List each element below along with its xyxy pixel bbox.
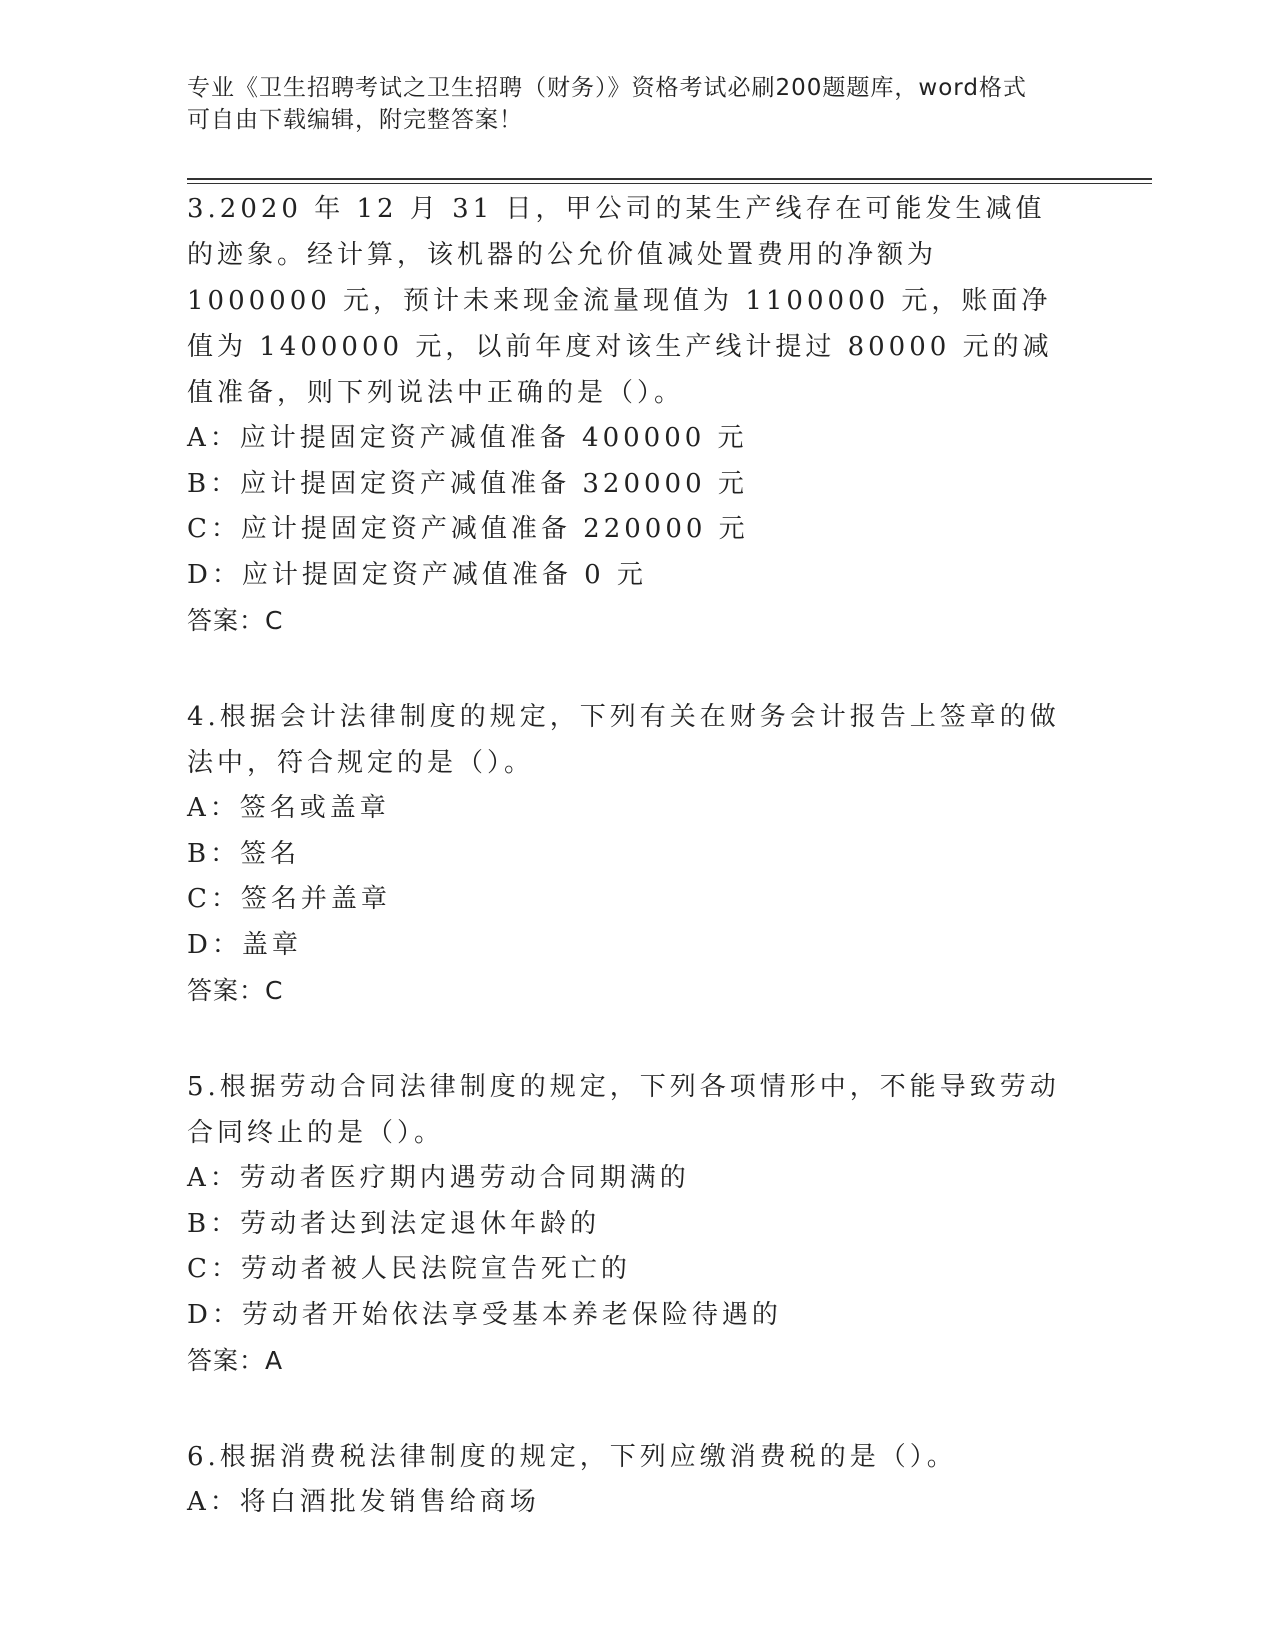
option-d: D：劳动者开始依法享受基本养老保险待遇的 [187,1299,782,1330]
header-title-line-2: 可自由下载编辑，附完整答案！ [187,107,523,133]
question-text: 4.根据会计法律制度的规定，下列有关在财务会计报告上签章的做法中，符合规定的是（）。 [187,702,1060,778]
option-d: D：盖章 [187,929,302,960]
answer: 答案：C [187,606,284,635]
option-c: C：劳动者被人民法院宣告死亡的 [187,1254,631,1284]
header-divider [187,178,1152,184]
question-5 [187,1064,1067,1384]
question-6 [187,1434,1067,1526]
question-text: 5.根据劳动合同法律制度的规定，下列各项情形中，不能导致劳动合同终止的是（）。 [187,1072,1060,1148]
option-c: C：签名并盖章 [187,884,391,914]
option-a: A：应计提固定资产减值准备 400000 元 [187,423,748,453]
header-title-line-1: 专业《卫生招聘考试之卫生招聘（财务）》资格考试必刷200题题库，word格式 [187,75,1027,101]
document-header [187,72,1067,136]
option-a: A：签名或盖章 [187,793,390,823]
option-b: B：劳动者达到法定退休年龄的 [187,1208,601,1239]
option-a: A：劳动者医疗期内遇劳动合同期满的 [187,1163,690,1193]
option-a: A：将白酒批发销售给商场 [187,1487,540,1517]
question-4 [187,694,1067,1014]
question-text: 6.根据消费税法律制度的规定，下列应缴消费税的是（）。 [187,1442,957,1472]
question-3 [187,186,1067,644]
option-b: B：签名 [187,838,301,869]
answer: 答案：C [187,976,284,1005]
option-c: C：应计提固定资产减值准备 220000 元 [187,514,749,544]
option-b: B：应计提固定资产减值准备 320000 元 [187,468,748,499]
question-text: 3.2020 年 12 月 31 日，甲公司的某生产线存在可能发生减值的迹象。经计算，该机器的公允价值减处置费用的净额为 1000000 元，预计未来现金流量现值为 1100000 元，账面净值为 1400000 元，以前年度对该生产线计提过 80000 元的减值准备，则下列说法中正确的是（）。 [187,194,1053,408]
option-d: D：应计提固定资产减值准备 0 元 [187,559,647,590]
question-list [187,186,1067,1576]
answer: 答案：A [187,1346,284,1375]
